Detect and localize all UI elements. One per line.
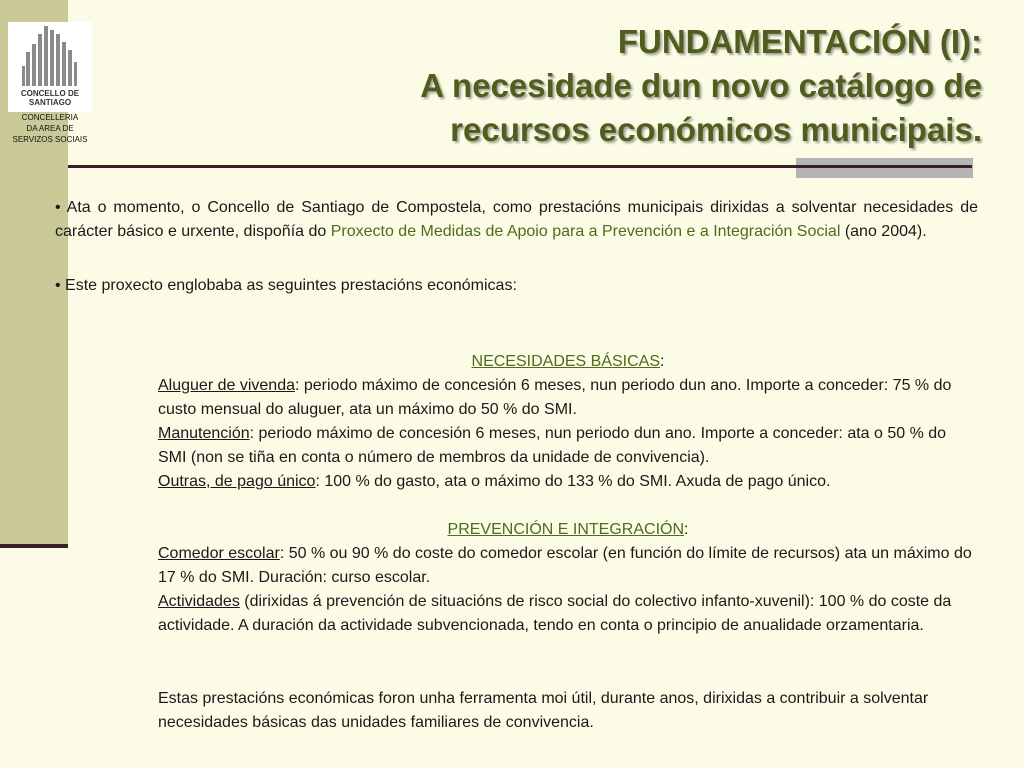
- bullet-1-text-after: (ano 2004).: [840, 223, 927, 240]
- closing-text: Estas prestacións económicas foron unha ferramenta moi útil, durante anos, dirixidas a contribuir a solventar necesidades básicas das unidades familiares de convivencia.: [158, 690, 929, 731]
- section-prevention-heading-suffix: :: [684, 521, 689, 538]
- section-basic-heading-suffix: :: [660, 353, 665, 370]
- item-label: Manutención: [158, 425, 250, 442]
- list-item: [158, 422, 978, 470]
- list-item: [158, 590, 978, 638]
- item-text: : periodo máximo de concesión 6 meses, nun periodo dun ano. Importe a conceder: 75 % do custo mensual do aluguer, ata un máximo do 50 % do SMI.: [158, 377, 952, 418]
- item-label: Comedor escolar: [158, 545, 280, 562]
- bullet-2-text: Este proxecto englobaba as seguintes prestacións económicas:: [60, 277, 517, 294]
- bullet-marker: •: [55, 199, 61, 216]
- section-basic-heading: [158, 350, 978, 374]
- title-line2: A necesidade dun novo catálogo de: [420, 67, 982, 104]
- item-text: : 50 % ou 90 % do coste do comedor escolar (en función do límite de recursos) ata un máximo do 17 % do SMI. Duración: curso escolar.: [158, 545, 972, 586]
- section-prevention-heading-text: PREVENCIÓN E INTEGRACIÓN: [447, 521, 685, 538]
- department-label: [4, 112, 96, 145]
- item-label: Aluguer de vivenda: [158, 377, 295, 394]
- section-basic-needs: [158, 350, 978, 494]
- bullet-1-text-before: Ata o momento, o Concello de Santiago de Compostela, como prestacións municipais dirixidas a solventar necesidades de carácter básico e urxente, dispoñía do: [55, 199, 978, 240]
- section-basic-heading-text: NECESIDADES BÁSICAS: [471, 353, 661, 370]
- cathedral-icon: [8, 22, 92, 112]
- item-label: Actividades: [158, 593, 240, 610]
- item-text: : 100 % do gasto, ata o máximo do 133 % do SMI. Axuda de pago único.: [315, 473, 831, 490]
- title-divider: [68, 165, 972, 168]
- slide-title: [222, 20, 982, 152]
- item-label: Outras, de pago único: [158, 473, 316, 490]
- department-label-line2: DA AREA DE: [26, 124, 74, 133]
- bullet-marker: •: [55, 277, 61, 294]
- bullet-2: [55, 274, 978, 298]
- department-label-line3: SERVIZOS SOCIAIS: [12, 135, 88, 144]
- divider-accent-bar: [796, 158, 973, 178]
- department-label-line1: CONCELLERIA: [21, 113, 79, 122]
- bullet-1: [55, 196, 978, 244]
- list-item: [158, 542, 978, 590]
- section-prevention: [158, 518, 978, 638]
- section-prevention-heading: [158, 518, 978, 542]
- left-band-bottom-line: [0, 544, 68, 548]
- item-text: (dirixidas á prevención de situacións de risco social do colectivo infanto-xuvenil): 100 % do coste da actividade. A duración da actividade subvencionada, tendo en conta o principio de anualidade orzamentaria.: [158, 593, 952, 634]
- item-text: : periodo máximo de concesión 6 meses, nun periodo dun ano. Importe a conceder: ata o 50 % do SMI (non se tiña en conta o número de membros da unidade de convivencia).: [158, 425, 947, 466]
- project-name-highlight: Proxecto de Medidas de Apoio para a Prevención e a Integración Social: [330, 223, 841, 240]
- list-item: [158, 470, 978, 494]
- title-line3: recursos económicos municipais.: [450, 111, 982, 148]
- logo-text-line1: CONCELLO DE: [20, 89, 80, 98]
- concello-de-santiago-logo: [8, 22, 92, 112]
- list-item: [158, 374, 978, 422]
- closing-paragraph: [158, 687, 978, 735]
- logo-text-line2: SANTIAGO: [28, 98, 72, 107]
- intro-bullets: [55, 196, 978, 298]
- title-line1: FUNDAMENTACIÓN (I):: [617, 23, 982, 60]
